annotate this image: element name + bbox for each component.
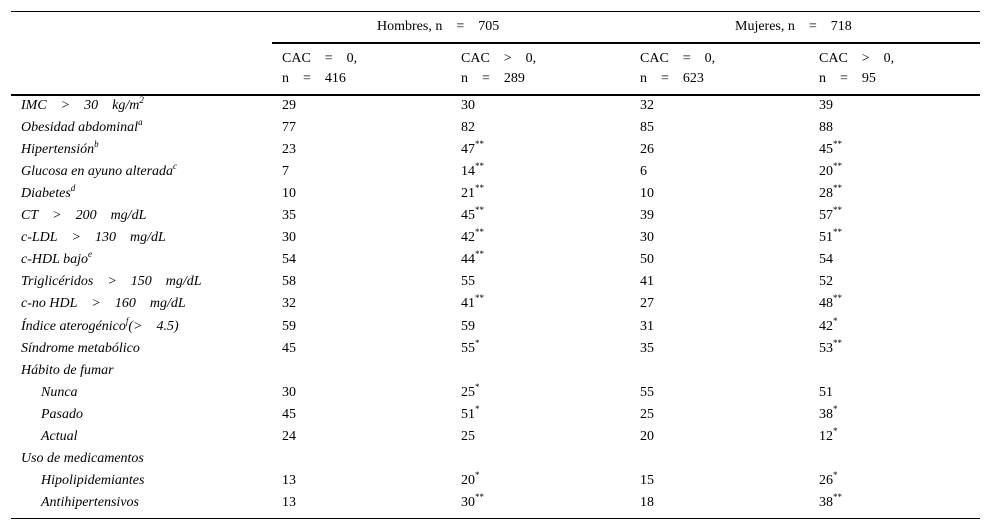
table-cell	[819, 98, 833, 114]
cell-value: 7	[282, 164, 289, 180]
row-label	[41, 473, 144, 489]
table-cell	[461, 469, 480, 489]
cell-value: 48	[819, 296, 833, 312]
subcol-header-line1: CAC > 0,	[461, 51, 537, 66]
cell-value: 28	[819, 186, 833, 202]
cell-value: 30	[461, 494, 475, 510]
row-label	[21, 341, 140, 357]
cell-value: 42	[819, 318, 833, 334]
table-cell	[461, 139, 484, 158]
cell-value: 14	[461, 164, 475, 180]
row-label	[41, 385, 78, 401]
row-label-text: Nunca	[41, 384, 78, 400]
cell-value: 27	[640, 296, 654, 312]
table-cell	[640, 407, 654, 423]
significance-marker: **	[833, 161, 842, 172]
table-cell	[819, 403, 838, 423]
table-cell	[819, 293, 842, 312]
table-cell	[461, 337, 480, 357]
cell-value: 47	[461, 142, 475, 158]
cell-value: 45	[461, 208, 475, 224]
row-label-text: Diabetes	[21, 186, 71, 202]
row-label-text: Índice aterogénico	[21, 318, 126, 334]
table-cell	[282, 186, 296, 202]
group-header-hombres: Hombres, n = 705	[377, 19, 500, 34]
footnote-marker: a	[138, 117, 143, 128]
footnote-marker: 2	[139, 95, 144, 105]
row-label-text: Triglicéridos > 150 mg/dL	[21, 274, 202, 290]
table-cell	[640, 186, 654, 202]
significance-marker: **	[475, 139, 484, 150]
significance-marker: *	[475, 381, 480, 392]
cell-value: 32	[282, 296, 296, 312]
row-label-text: Hipertensión	[21, 142, 95, 158]
table-cell	[282, 142, 296, 158]
table-cell	[640, 296, 654, 312]
cell-value: 55	[640, 384, 654, 400]
table-cell	[461, 205, 484, 224]
cell-value: 25	[640, 406, 654, 422]
table-cell	[461, 227, 484, 246]
cell-value: 88	[819, 120, 833, 136]
row-label	[21, 183, 76, 202]
table-cell	[819, 337, 842, 357]
row-label-text: c-HDL bajo	[21, 252, 89, 268]
row-label	[41, 429, 78, 445]
cell-value: 25	[461, 384, 475, 400]
table-cell	[640, 142, 654, 158]
cell-value: 31	[640, 318, 654, 334]
row-label	[21, 161, 178, 180]
cell-value: 29	[282, 98, 296, 113]
row-label-text: Síndrome metabólico	[21, 340, 140, 356]
cell-value: 59	[282, 318, 296, 334]
cell-value: 51	[819, 230, 833, 246]
row-label-text: Glucosa en ayuno alterada	[21, 164, 174, 180]
table-cell	[819, 183, 842, 202]
row-label	[21, 274, 202, 290]
table-cell	[819, 120, 833, 136]
table-cell	[640, 208, 654, 224]
cell-value: 59	[461, 318, 475, 334]
table-cell	[819, 491, 842, 511]
cell-value: 41	[640, 274, 654, 290]
subcol-header-line2: n = 416	[282, 71, 346, 86]
row-label-text: CT > 200 mg/dL	[21, 208, 147, 224]
table-cell	[640, 495, 654, 511]
table-cell	[640, 164, 647, 180]
row-label-text: Uso de medicamentos	[21, 450, 144, 466]
significance-marker: **	[833, 491, 842, 502]
table-cell	[282, 385, 296, 401]
cell-value: 55	[461, 274, 475, 290]
cell-value: 32	[640, 98, 654, 113]
table-cell	[819, 385, 833, 401]
cell-value: 58	[282, 274, 296, 290]
cell-value: 77	[282, 120, 296, 136]
cell-value: 13	[282, 494, 296, 510]
cell-value: 20	[461, 472, 475, 488]
data-table	[11, 11, 980, 519]
cell-value: 30	[282, 230, 296, 246]
table-cell	[282, 230, 296, 246]
table-cell	[461, 429, 475, 445]
table-cell	[282, 407, 296, 423]
cell-value: 24	[282, 428, 296, 444]
table-cell	[640, 252, 654, 268]
subcol-header-line2: n = 289	[461, 71, 525, 86]
footnote-marker: c	[173, 161, 178, 172]
cell-value: 52	[819, 274, 833, 290]
cell-value: 44	[461, 252, 475, 268]
table-cell	[640, 274, 654, 290]
table-cell	[819, 469, 838, 489]
cell-value: 30	[461, 98, 475, 113]
cell-value: 21	[461, 186, 475, 202]
cell-value: 53	[819, 340, 833, 356]
significance-marker: *	[833, 425, 838, 436]
table-cell	[282, 252, 296, 268]
table-cell	[461, 161, 484, 180]
row-label	[21, 451, 144, 467]
table-cell	[461, 274, 475, 290]
cell-value: 51	[461, 406, 475, 422]
significance-marker: **	[475, 227, 484, 238]
table-cell	[819, 161, 842, 180]
table-cell	[282, 429, 296, 445]
cell-value: 18	[640, 494, 654, 510]
table-cell	[282, 296, 296, 312]
table-cell	[282, 164, 289, 180]
footnote-marker: f	[125, 315, 129, 326]
cell-value: 82	[461, 120, 475, 136]
row-label-text: IMC > 30 kg/m	[21, 98, 140, 113]
significance-marker: **	[475, 249, 484, 260]
subcol-header-line1: CAC = 0,	[282, 51, 358, 66]
cell-value: 54	[819, 252, 833, 268]
row-label-text: c-no HDL > 160 mg/dL	[21, 296, 186, 312]
table-cell	[640, 341, 654, 357]
table-cell	[461, 120, 475, 136]
cell-value: 45	[282, 406, 296, 422]
table-cell	[461, 293, 484, 312]
table-cell	[640, 120, 654, 136]
row-label-text: Pasado	[41, 406, 83, 422]
row-label	[21, 208, 146, 224]
significance-marker: *	[475, 403, 480, 414]
footnote-marker: b	[94, 139, 99, 150]
cell-value: 39	[640, 208, 654, 224]
cell-value: 85	[640, 120, 654, 136]
significance-marker: *	[475, 469, 480, 480]
significance-marker: **	[475, 161, 484, 172]
cell-value: 30	[282, 384, 296, 400]
header-bottom-rule	[11, 94, 980, 96]
table-cell	[640, 429, 654, 445]
cell-value: 38	[819, 406, 833, 422]
cell-value: 35	[640, 340, 654, 356]
significance-marker: **	[833, 227, 842, 238]
footnote-marker: e	[88, 249, 93, 260]
significance-marker: **	[475, 491, 484, 502]
significance-marker: **	[833, 293, 842, 304]
table-cell	[461, 381, 480, 401]
footnote-marker: d	[70, 183, 76, 194]
cell-value: 26	[640, 142, 654, 158]
table-cell	[282, 120, 296, 136]
cell-value: 57	[819, 208, 833, 224]
subcol-header-line2: n = 623	[640, 71, 704, 86]
row-label-text: Antihipertensivos	[41, 494, 139, 510]
table-cell	[282, 341, 296, 357]
row-label	[21, 249, 93, 268]
cell-value: 15	[640, 472, 654, 488]
table-cell	[819, 274, 833, 290]
table-cell	[640, 230, 654, 246]
table-cell	[819, 227, 842, 246]
group-header-rule	[272, 42, 980, 44]
significance-marker: **	[475, 205, 484, 216]
significance-marker: **	[475, 293, 484, 304]
significance-marker: *	[475, 337, 480, 348]
cell-value: 35	[282, 208, 296, 224]
cell-value: 25	[461, 428, 475, 444]
subcol-header-line2: n = 95	[819, 71, 876, 86]
row-label-text: Actual	[41, 428, 78, 444]
cell-value: 50	[640, 252, 654, 268]
table-cell	[640, 385, 654, 401]
row-label	[21, 117, 143, 136]
significance-marker: *	[833, 315, 838, 326]
table-cell	[819, 139, 842, 158]
table-cell	[282, 208, 296, 224]
table-cell	[282, 319, 296, 335]
cell-value: 55	[461, 340, 475, 356]
significance-marker: *	[833, 469, 838, 480]
table-cell	[282, 98, 296, 114]
cell-value: 20	[640, 428, 654, 444]
significance-marker: **	[833, 337, 842, 348]
table-cell	[461, 183, 484, 202]
row-label-text: Hábito de fumar	[21, 362, 114, 378]
table-cell	[461, 319, 475, 335]
row-label-text: c-LDL > 130 mg/dL	[21, 230, 166, 246]
table-cell	[282, 495, 296, 511]
table-cell	[461, 98, 475, 114]
subcol-header-line1: CAC > 0,	[819, 51, 895, 66]
row-label	[41, 495, 139, 511]
cell-value: 13	[282, 472, 296, 488]
table-cell	[461, 403, 480, 423]
cell-value: 10	[640, 186, 654, 202]
cell-value: 45	[282, 340, 296, 356]
table-cell	[819, 205, 842, 224]
table-cell	[282, 473, 296, 489]
table-cell	[461, 249, 484, 268]
cell-value: 42	[461, 230, 475, 246]
row-label	[21, 363, 114, 379]
cell-value: 39	[819, 98, 833, 113]
table-cell	[819, 252, 833, 268]
cell-value: 26	[819, 472, 833, 488]
top-rule	[11, 11, 980, 12]
group-header-mujeres: Mujeres, n = 718	[735, 19, 852, 34]
significance-marker: **	[833, 183, 842, 194]
row-label-text: Obesidad abdominal	[21, 120, 139, 136]
cell-value: 30	[640, 230, 654, 246]
row-label	[21, 139, 99, 158]
row-label	[21, 230, 166, 246]
significance-marker: **	[475, 183, 484, 194]
cell-value: 51	[819, 384, 833, 400]
cell-value: 38	[819, 494, 833, 510]
table-cell	[640, 473, 654, 489]
significance-marker: *	[833, 403, 838, 414]
row-label	[21, 296, 186, 312]
row-label-text: Hipolipidemiantes	[41, 472, 145, 488]
cell-value: 54	[282, 252, 296, 268]
table-cell	[640, 319, 654, 335]
cell-value: 45	[819, 142, 833, 158]
row-label	[21, 315, 179, 335]
table-cell	[819, 315, 838, 335]
significance-marker: **	[833, 139, 842, 150]
subcol-header-line1: CAC = 0,	[640, 51, 716, 66]
table-cell	[282, 274, 296, 290]
cell-value: 20	[819, 164, 833, 180]
row-label-suffix: (> 4.5)	[128, 318, 179, 334]
bottom-rule	[11, 518, 980, 519]
table-cell	[819, 425, 838, 445]
row-label	[21, 95, 144, 114]
cell-value: 10	[282, 186, 296, 202]
row-label	[41, 407, 83, 423]
table-cell	[640, 98, 654, 114]
cell-value: 23	[282, 142, 296, 158]
significance-marker: **	[833, 205, 842, 216]
table-cell	[461, 491, 484, 511]
cell-value: 41	[461, 296, 475, 312]
cell-value: 6	[640, 164, 647, 180]
cell-value: 12	[819, 428, 833, 444]
